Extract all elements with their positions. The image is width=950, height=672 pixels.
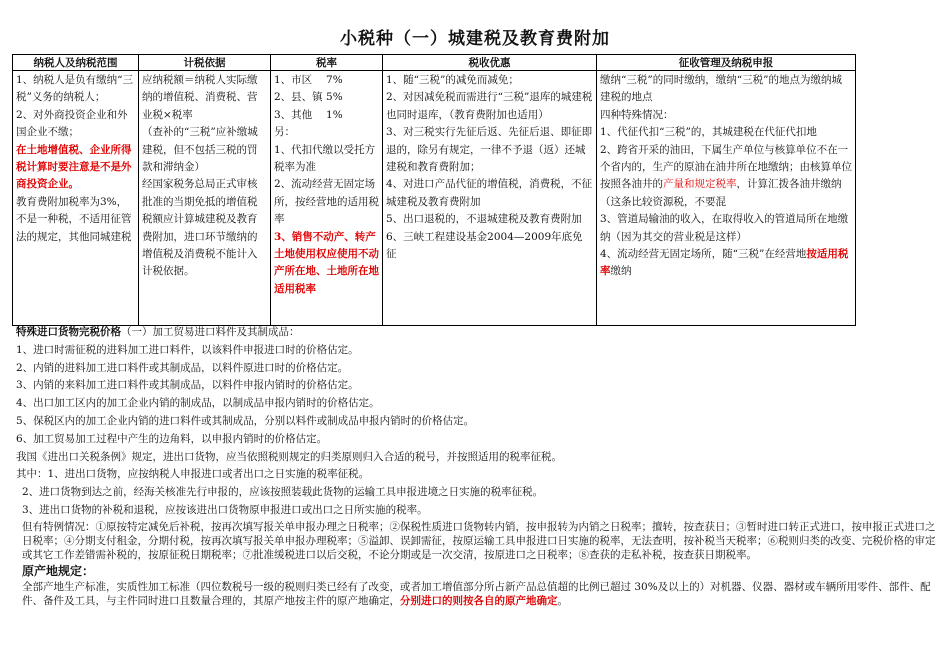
section-heading: 原产地规定： bbox=[22, 563, 95, 578]
header-rate: 税率 bbox=[271, 55, 383, 71]
paragraph: 全部产地生产标准，实质性加工标准（四位数税号一级的税则归类已经有了改变，或者加工增值部分所占新产品总值超的比例已超过 30%及以上的）对机器、仪器、器材或车辆所用零件、部件、配件、备件及工具，与主件同时进口且数量合理的，其原产地按主件的原产地确定，分别进口的则按各自的原产地确定。 bbox=[22, 580, 931, 607]
cell-rate: 1、市区 7% 2、县、镇 5% 3、其他 1% 另： 1、代扣代缴以受托方税率为准 2、流动经营无固定场所，按经营地的适用税率 3、销售不动产、转产土地使用权应使用不动产所在地、土地所在地适用税率 bbox=[271, 71, 383, 326]
cell-preference: 1、随“三税”的减免而减免； 2、对因减免税而需进行“三税”退库的城建税也同时退库，（教育费附加也适用） 3、对三税实行先征后返、先征后退、即征即退的，除另有规定，一律不予退（返）还城建税和教育费附加； 4、对进口产品代征的增值税，消费税，不征城建税及教育费附加 5、出口退税的，不退城建税及教育费附加 6、三峡工程建设基金2004—2009年底免征 bbox=[383, 71, 597, 326]
warning-note: 3、销售不动产、转产土地使用权应使用不动产所在地、土地所在地适用税率 bbox=[274, 230, 379, 295]
cell-taxpayer: 1、纳税人是负有缴纳“三税”义务的纳税人； 2、对外商投资企业和外国企业不缴； 在土地增值税、企业所得税计算时要注意是不是外商投资企业。 教育费附加税率为3%，不是一种税，不适用征管法的规定，其他同城建税 bbox=[13, 71, 139, 326]
table-row bbox=[13, 71, 856, 326]
paragraph: 其中：1、进出口货物，应按纳税人申报进口或者出口之日实施的税率征税。 bbox=[16, 468, 370, 481]
highlight-text: 分别进口的则按各自的原产地确定 bbox=[400, 594, 558, 607]
header-administration: 征收管理及纳税申报 bbox=[597, 55, 856, 71]
list-item: 5、保税区内的加工企业内销的进口料件或其制成品，分别以料件或制成品申报内销时的价格估定。 bbox=[16, 414, 475, 427]
highlight-text: 按适用税率 bbox=[600, 248, 849, 278]
list-item: 1、进口时需征税的进料加工进口料件，以该料件申报进口时的价格估定。 bbox=[16, 343, 359, 356]
paragraph: 3、进出口货物的补税和退税，应按该进出口货物原申报进口或出口之日所实施的税率。 bbox=[22, 503, 428, 516]
highlight-text: 产量和规定税率 bbox=[663, 178, 737, 191]
header-preference: 税收优惠 bbox=[383, 55, 597, 71]
paragraph: 2、进口货物到达之前，经海关核准先行申报的，应该按照装载此货物的运输工具申报进境之日实施的税率征税。 bbox=[22, 486, 544, 499]
page-title: 小税种（一）城建税及教育费附加 bbox=[340, 29, 610, 49]
paragraph: 但有特例情况：①原按特定减免后补税，按再次填写报关单申报办理之日税率；②保税性质进口货物转内销，按申报转为内销之日税率；擅转，按查获日；③暂时进口转正式进口，按申报正式进口之日税率；④分期支付租金，分期付税，按再次填写报关单申报办理税率；⑤溢卸、误卸需征，按原运输工具申报进口日实施的税率，无法查明，按补税当天税率；⑥税则归类的改变、完税价格的审定或其它工作差错需补税的，按原征税日期税率；⑦批准缓税进口以后交税，不论分期或是一次交清，按原进口之日税率；⑧查获的走私补税，按查获日期税率。 bbox=[22, 520, 936, 561]
list-item: 2、内销的进料加工进口料件或其制成品，以料件原进口时的价格估定。 bbox=[16, 361, 349, 374]
header-basis: 计税依据 bbox=[139, 55, 271, 71]
header-taxpayer: 纳税人及纳税范围 bbox=[13, 55, 139, 71]
table-header-row bbox=[13, 55, 856, 71]
cell-administration: 缴纳“三税”的同时缴纳，缴纳“三税”的地点为缴纳城建税的地点 四种特殊情况： 1、代征代扣“三税”的，其城建税在代征代扣地 2、跨省开采的油田，下属生产单位与核算单位不在一个省内的，生产的原油在油井所在地缴纳；由核算单位按照各油井的产量和规定税率，计算汇拨各油井缴纳（这条比较资源税，不要混 3、管道局输油的收入，在取得收入的管道局所在地缴纳（因为其交的营业税是这样） 4、流动经营无固定场所，随“三税”在经营地按适用税率缴纳 bbox=[597, 71, 856, 326]
cell-basis: 应纳税额＝纳税人实际缴纳的增值税、消费税、营业税×税率 （查补的“三税”应补缴城建税，但不包括三税的罚款和滞纳金） 经国家税务总局正式审核批准的当期免抵的增值税税额应计算城建税及教育费附加，进口环节缴纳的增值税及消费税不能计入计税依据。 bbox=[139, 71, 271, 326]
list-item: 4、出口加工区内的加工企业内销的制成品，以制成品申报内销时的价格估定。 bbox=[16, 397, 380, 410]
tax-table bbox=[12, 54, 856, 326]
section-heading: 特殊进口货物完税价格 bbox=[16, 326, 121, 338]
paragraph: 我国《进出口关税条例》规定，进出口货物，应当依照税则规定的归类原则归入合适的税号，并按照适用的税率征税。 bbox=[16, 450, 562, 463]
warning-note: 在土地增值税、企业所得税计算时要注意是不是外商投资企业。 bbox=[16, 143, 132, 191]
list-item: 6、加工贸易加工过程中产生的边角料，以申报内销时的价格估定。 bbox=[16, 432, 328, 445]
special-section: 特殊进口货物完税价格（一）加工贸易进口料件及其制成品： 1、进口时需征税的进料加工进口料件，以该料件申报进口时的价格估定。 2、内销的进料加工进口料件或其制成品，以料件原进口时的价格估定。 3、内销的来料加工进口料件或其制成品，以料件申报内销时的价格估定。 4、出口加工区内的加工企业内销的制成品，以制成品申报内销时的价格估定。 5、保税区内的加工企业内销的进口料件或其制成品，分别以料件或制成品申报内销时的价格估定。 6、加工贸易加工过程中产生的边角料，以申报内销时的价格估定。 我国《进出口关税条例》规定，进出口货物，应当依照税则规定的归类原则归入合适的税号，并按照适用的税率征税。 其中：1、进出口货物，应按纳税人申报进口或者出口之日实施的税率征税。 2、进口货物到达之前，经海关核准先行申报的，应该按照装载此货物的运输工具申报进境之日实施的税率征税。 3、进出口货物的补税和退税，应按该进出口货物原申报进口或出口之日所实施的税率。 但有特例情况：①原按特定减免后补税，按再次填写报关单申报办理之日税率；②保税性质进口货物转内销，按申报转为内销之日税率；擅转，按查获日；③暂时进口转正式进口，按申报正式进口之日税率；④分期支付租金，分期付税，按再次填写报关单申报办理税率；⑤溢卸、误卸需征，按原运输工具申报进口日实施的税率，无法查明，按补税当天税率；⑥税则归类的改变、完税价格的审定或其它工作差错需补税的，按原征税日期税率；⑦批准缓税进口以后交税，不论分期或是一次交清，按原进口之日税率；⑧查获的走私补税，按查获日期税率。 原产地规定： 全部产地生产标准，实质性加工标准（四位数税号一级的税则归类已经有了改变，或者加工增值部分所占新产品总值超的比例已超过 30%及以上的）对机器、仪器、器材或车辆所用零件、部件、配件、备件及工具，与主件同时进口且数量合理的，其原产地按主件的原产地确定，分别进口的则按各自的原产地确定。 bbox=[16, 324, 941, 608]
list-item: 3、内销的来料加工进口料件或其制成品，以料件申报内销时的价格估定。 bbox=[16, 379, 359, 392]
